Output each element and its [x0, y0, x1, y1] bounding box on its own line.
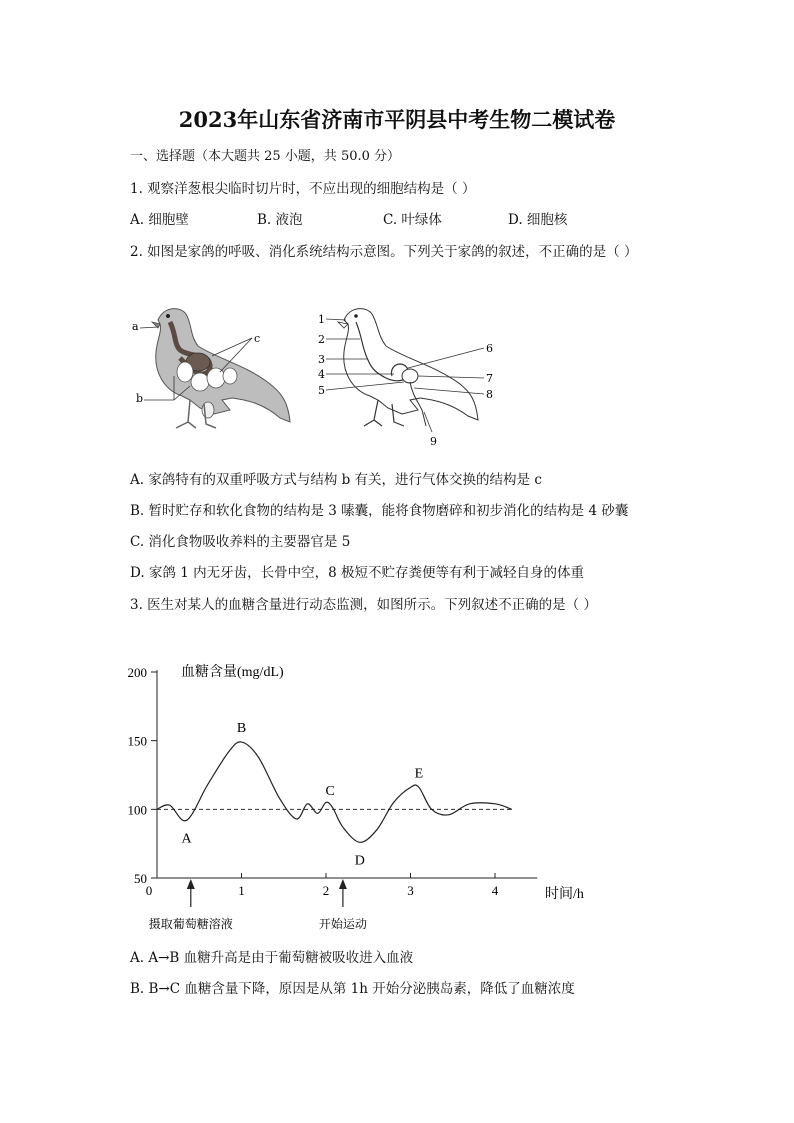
point-label: B: [236, 721, 247, 737]
label-9: 9: [430, 435, 437, 448]
x-tick-label: 2: [322, 883, 330, 898]
y-tick-label: 50: [134, 871, 147, 886]
question-3-stem: 3. 医生对某人的血糖含量进行动态监测，如图所示。下列叙述不正确的是（ ）: [130, 597, 597, 613]
label-2: 2: [318, 333, 325, 346]
y-tick-label: 100: [127, 802, 147, 818]
label-8: 8: [486, 388, 493, 401]
q2-option-b: B. 暂时贮存和软化食物的结构是 3 嗉囊，能将食物磨碎和初步消化的结构是 4 砂囊: [130, 503, 629, 519]
point-label: A: [181, 831, 192, 847]
x-tick-label: 3: [407, 883, 414, 898]
label-a: a: [132, 320, 139, 333]
arrow-head: [187, 879, 195, 889]
blood-sugar-chart: [125, 655, 605, 940]
label-6: 6: [486, 342, 493, 355]
point-label: E: [414, 766, 424, 782]
chart-x-axis-label: 时间/h: [545, 887, 584, 902]
label-5: 5: [318, 384, 325, 397]
annotation-label: 开始运动: [318, 917, 367, 931]
y-tick-label: 200: [127, 665, 147, 680]
label-4: 4: [318, 368, 325, 381]
question-2-stem: 2. 如图是家鸽的呼吸、消化系统结构示意图。下列关于家鸽的叙述，不正确的是（ ）: [130, 244, 638, 260]
x-tick-label: 0: [145, 883, 153, 898]
q2-option-d: D. 家鸽 1 内无牙齿，长骨中空，8 极短不贮存粪便等有利于减轻自身的体重: [130, 565, 584, 581]
q3-option-a: A. A→B 血糖升高是由于葡萄糖被吸收进入血液: [130, 950, 414, 966]
x-tick-label: 4: [491, 883, 499, 898]
chart-y-axis-label: 血糖含量(mg/dL): [181, 665, 284, 680]
q1-option-c: C. 叶绿体: [383, 212, 442, 228]
q2-option-a: A. 家鸽特有的双重呼吸方式与结构 b 有关，进行气体交换的结构是 c: [130, 472, 542, 488]
arrow-head: [339, 879, 347, 889]
q2-option-c: C. 消化食物吸收养料的主要器官是 5: [130, 534, 351, 550]
label-1: 1: [318, 313, 325, 326]
point-label: C: [325, 784, 335, 800]
label-c: c: [254, 332, 261, 345]
label-7: 7: [486, 372, 493, 385]
x-tick-label: 1: [238, 883, 245, 898]
label-3: 3: [318, 353, 325, 366]
q1-option-a: A. 细胞壁: [130, 212, 189, 228]
pigeon-figure-left: [130, 300, 300, 440]
q1-option-d: D. 细胞核: [508, 212, 568, 228]
point-label: D: [354, 853, 365, 869]
page-title: 2023年山东省济南市平阴县中考生物二模试卷: [178, 107, 616, 132]
annotation-label: 摄取葡萄糖溶液: [148, 917, 233, 931]
q3-option-b: B. B→C 血糖含量下降，原因是从第 1h 开始分泌胰岛素，降低了血糖浓度: [130, 981, 575, 997]
pigeon-figure-right: [316, 302, 506, 450]
y-tick-label: 150: [127, 733, 147, 749]
q1-option-b: B. 液泡: [257, 212, 303, 228]
question-1-stem: 1. 观察洋葱根尖临时切片时，不应出现的细胞结构是（ ）: [130, 181, 476, 197]
label-b: b: [136, 392, 144, 405]
section-heading: 一、选择题（本大题共 25 小题，共 50.0 分）: [130, 149, 401, 164]
